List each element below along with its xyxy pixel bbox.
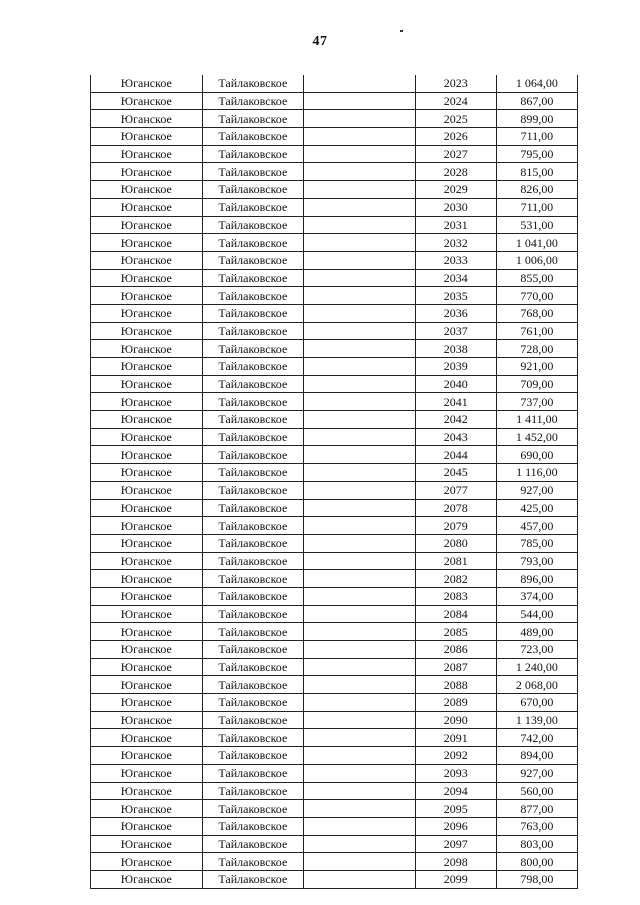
table-row xyxy=(91,340,578,358)
cell-value: 763,00 xyxy=(496,817,577,835)
cell-field: Тайлаковское xyxy=(202,446,303,464)
cell-year: 2045 xyxy=(415,464,496,482)
cell-empty xyxy=(304,605,416,623)
cell-empty xyxy=(304,747,416,765)
cell-value: 1 064,00 xyxy=(496,75,577,92)
table-row xyxy=(91,358,578,376)
table-row xyxy=(91,446,578,464)
table-row xyxy=(91,853,578,871)
cell-field: Тайлаковское xyxy=(202,198,303,216)
cell-empty xyxy=(304,835,416,853)
cell-field: Тайлаковское xyxy=(202,817,303,835)
cell-region: Юганское xyxy=(91,835,203,853)
cell-year: 2033 xyxy=(415,251,496,269)
cell-value: 374,00 xyxy=(496,587,577,605)
cell-field: Тайлаковское xyxy=(202,287,303,305)
cell-year: 2080 xyxy=(415,534,496,552)
cell-year: 2034 xyxy=(415,269,496,287)
cell-field: Тайлаковское xyxy=(202,747,303,765)
cell-field: Тайлаковское xyxy=(202,782,303,800)
cell-region: Юганское xyxy=(91,128,203,146)
table-row xyxy=(91,729,578,747)
cell-region: Юганское xyxy=(91,623,203,641)
table-row xyxy=(91,216,578,234)
cell-year: 2084 xyxy=(415,605,496,623)
cell-value: 803,00 xyxy=(496,835,577,853)
table-row xyxy=(91,411,578,429)
table-row xyxy=(91,694,578,712)
cell-region: Юганское xyxy=(91,251,203,269)
table-row xyxy=(91,499,578,517)
cell-year: 2092 xyxy=(415,747,496,765)
cell-empty xyxy=(304,658,416,676)
cell-value: 899,00 xyxy=(496,110,577,128)
cell-value: 1 411,00 xyxy=(496,411,577,429)
table-row xyxy=(91,800,578,818)
cell-empty xyxy=(304,163,416,181)
table-row xyxy=(91,198,578,216)
cell-field: Тайлаковское xyxy=(202,251,303,269)
table-row xyxy=(91,145,578,163)
cell-empty xyxy=(304,340,416,358)
cell-region: Юганское xyxy=(91,446,203,464)
cell-field: Тайлаковское xyxy=(202,658,303,676)
cell-value: 544,00 xyxy=(496,605,577,623)
page-number: 47 xyxy=(312,34,328,49)
cell-region: Юганское xyxy=(91,181,203,199)
cell-field: Тайлаковское xyxy=(202,481,303,499)
cell-year: 2023 xyxy=(415,75,496,92)
table-row xyxy=(91,375,578,393)
cell-field: Тайлаковское xyxy=(202,110,303,128)
cell-empty xyxy=(304,393,416,411)
cell-value: 728,00 xyxy=(496,340,577,358)
cell-field: Тайлаковское xyxy=(202,181,303,199)
cell-field: Тайлаковское xyxy=(202,853,303,871)
cell-field: Тайлаковское xyxy=(202,835,303,853)
cell-year: 2077 xyxy=(415,481,496,499)
cell-region: Юганское xyxy=(91,853,203,871)
cell-empty xyxy=(304,251,416,269)
cell-year: 2086 xyxy=(415,641,496,659)
cell-region: Юганское xyxy=(91,393,203,411)
cell-region: Юганское xyxy=(91,729,203,747)
cell-value: 670,00 xyxy=(496,694,577,712)
cell-year: 2079 xyxy=(415,517,496,535)
table-row xyxy=(91,393,578,411)
table-row xyxy=(91,605,578,623)
cell-empty xyxy=(304,145,416,163)
cell-year: 2043 xyxy=(415,428,496,446)
cell-value: 1 139,00 xyxy=(496,711,577,729)
cell-region: Юганское xyxy=(91,198,203,216)
table-row xyxy=(91,641,578,659)
cell-value: 770,00 xyxy=(496,287,577,305)
cell-empty xyxy=(304,676,416,694)
cell-empty xyxy=(304,234,416,252)
cell-year: 2044 xyxy=(415,446,496,464)
cell-year: 2035 xyxy=(415,287,496,305)
table-row xyxy=(91,110,578,128)
cell-region: Юганское xyxy=(91,234,203,252)
cell-year: 2098 xyxy=(415,853,496,871)
cell-year: 2078 xyxy=(415,499,496,517)
cell-field: Тайлаковское xyxy=(202,234,303,252)
table-row xyxy=(91,623,578,641)
cell-empty xyxy=(304,782,416,800)
cell-empty xyxy=(304,198,416,216)
cell-field: Тайлаковское xyxy=(202,375,303,393)
cell-empty xyxy=(304,552,416,570)
cell-year: 2095 xyxy=(415,800,496,818)
cell-empty xyxy=(304,181,416,199)
cell-field: Тайлаковское xyxy=(202,163,303,181)
cell-empty xyxy=(304,128,416,146)
cell-field: Тайлаковское xyxy=(202,358,303,376)
cell-region: Юганское xyxy=(91,782,203,800)
cell-year: 2041 xyxy=(415,393,496,411)
table-row xyxy=(91,658,578,676)
cell-value: 711,00 xyxy=(496,128,577,146)
cell-value: 855,00 xyxy=(496,269,577,287)
cell-field: Тайлаковское xyxy=(202,623,303,641)
cell-field: Тайлаковское xyxy=(202,764,303,782)
cell-year: 2026 xyxy=(415,128,496,146)
cell-region: Юганское xyxy=(91,163,203,181)
cell-empty xyxy=(304,464,416,482)
cell-region: Юганское xyxy=(91,358,203,376)
table-row xyxy=(91,835,578,853)
table-row xyxy=(91,304,578,322)
cell-field: Тайлаковское xyxy=(202,269,303,287)
cell-year: 2040 xyxy=(415,375,496,393)
cell-empty xyxy=(304,375,416,393)
cell-empty xyxy=(304,110,416,128)
cell-value: 1 240,00 xyxy=(496,658,577,676)
cell-year: 2090 xyxy=(415,711,496,729)
cell-region: Юганское xyxy=(91,340,203,358)
table-row xyxy=(91,322,578,340)
cell-field: Тайлаковское xyxy=(202,587,303,605)
cell-year: 2093 xyxy=(415,764,496,782)
cell-field: Тайлаковское xyxy=(202,729,303,747)
cell-year: 2094 xyxy=(415,782,496,800)
cell-value: 1 041,00 xyxy=(496,234,577,252)
cell-value: 894,00 xyxy=(496,747,577,765)
cell-empty xyxy=(304,870,416,888)
cell-year: 2032 xyxy=(415,234,496,252)
cell-field: Тайлаковское xyxy=(202,570,303,588)
cell-empty xyxy=(304,411,416,429)
cell-empty xyxy=(304,817,416,835)
cell-year: 2083 xyxy=(415,587,496,605)
cell-field: Тайлаковское xyxy=(202,800,303,818)
cell-year: 2091 xyxy=(415,729,496,747)
cell-region: Юганское xyxy=(91,375,203,393)
cell-value: 798,00 xyxy=(496,870,577,888)
cell-empty xyxy=(304,853,416,871)
cell-year: 2030 xyxy=(415,198,496,216)
cell-year: 2036 xyxy=(415,304,496,322)
cell-value: 768,00 xyxy=(496,304,577,322)
cell-empty xyxy=(304,587,416,605)
table-row xyxy=(91,747,578,765)
cell-field: Тайлаковское xyxy=(202,711,303,729)
cell-region: Юганское xyxy=(91,322,203,340)
cell-region: Юганское xyxy=(91,464,203,482)
cell-empty xyxy=(304,800,416,818)
cell-empty xyxy=(304,499,416,517)
cell-region: Юганское xyxy=(91,428,203,446)
cell-value: 815,00 xyxy=(496,163,577,181)
table-row xyxy=(91,464,578,482)
table-row xyxy=(91,570,578,588)
cell-field: Тайлаковское xyxy=(202,499,303,517)
cell-empty xyxy=(304,446,416,464)
cell-value: 867,00 xyxy=(496,92,577,110)
cell-value: 425,00 xyxy=(496,499,577,517)
cell-value: 927,00 xyxy=(496,481,577,499)
cell-value: 711,00 xyxy=(496,198,577,216)
cell-year: 2024 xyxy=(415,92,496,110)
cell-value: 800,00 xyxy=(496,853,577,871)
cell-field: Тайлаковское xyxy=(202,641,303,659)
cell-empty xyxy=(304,269,416,287)
cell-field: Тайлаковское xyxy=(202,464,303,482)
cell-field: Тайлаковское xyxy=(202,393,303,411)
cell-empty xyxy=(304,711,416,729)
cell-value: 723,00 xyxy=(496,641,577,659)
cell-year: 2031 xyxy=(415,216,496,234)
cell-value: 489,00 xyxy=(496,623,577,641)
table-row xyxy=(91,711,578,729)
cell-value: 785,00 xyxy=(496,534,577,552)
cell-region: Юганское xyxy=(91,747,203,765)
cell-empty xyxy=(304,623,416,641)
cell-value: 709,00 xyxy=(496,375,577,393)
cell-value: 560,00 xyxy=(496,782,577,800)
cell-empty xyxy=(304,481,416,499)
cell-region: Юганское xyxy=(91,499,203,517)
table-row xyxy=(91,287,578,305)
cell-empty xyxy=(304,729,416,747)
cell-year: 2089 xyxy=(415,694,496,712)
cell-region: Юганское xyxy=(91,641,203,659)
cell-empty xyxy=(304,641,416,659)
cell-empty xyxy=(304,570,416,588)
cell-region: Юганское xyxy=(91,92,203,110)
cell-year: 2042 xyxy=(415,411,496,429)
cell-field: Тайлаковское xyxy=(202,676,303,694)
cell-value: 531,00 xyxy=(496,216,577,234)
cell-value: 761,00 xyxy=(496,322,577,340)
cell-year: 2028 xyxy=(415,163,496,181)
cell-value: 826,00 xyxy=(496,181,577,199)
table-row xyxy=(91,782,578,800)
cell-value: 795,00 xyxy=(496,145,577,163)
cell-region: Юганское xyxy=(91,694,203,712)
cell-value: 2 068,00 xyxy=(496,676,577,694)
table-row xyxy=(91,676,578,694)
cell-value: 896,00 xyxy=(496,570,577,588)
cell-empty xyxy=(304,92,416,110)
cell-value: 921,00 xyxy=(496,358,577,376)
cell-field: Тайлаковское xyxy=(202,534,303,552)
cell-field: Тайлаковское xyxy=(202,216,303,234)
cell-region: Юганское xyxy=(91,605,203,623)
cell-year: 2038 xyxy=(415,340,496,358)
cell-field: Тайлаковское xyxy=(202,75,303,92)
cell-region: Юганское xyxy=(91,764,203,782)
cell-empty xyxy=(304,216,416,234)
table-row xyxy=(91,817,578,835)
table-row xyxy=(91,764,578,782)
cell-field: Тайлаковское xyxy=(202,605,303,623)
cell-year: 2081 xyxy=(415,552,496,570)
table-row xyxy=(91,163,578,181)
cell-year: 2088 xyxy=(415,676,496,694)
cell-value: 1 452,00 xyxy=(496,428,577,446)
cell-year: 2037 xyxy=(415,322,496,340)
cell-field: Тайлаковское xyxy=(202,340,303,358)
table-row xyxy=(91,534,578,552)
cell-value: 1 116,00 xyxy=(496,464,577,482)
cell-region: Юганское xyxy=(91,658,203,676)
cell-value: 793,00 xyxy=(496,552,577,570)
cell-region: Юганское xyxy=(91,411,203,429)
cell-field: Тайлаковское xyxy=(202,322,303,340)
table-row xyxy=(91,128,578,146)
cell-value: 1 006,00 xyxy=(496,251,577,269)
cell-field: Тайлаковское xyxy=(202,411,303,429)
cell-field: Тайлаковское xyxy=(202,552,303,570)
table-row xyxy=(91,251,578,269)
cell-value: 742,00 xyxy=(496,729,577,747)
cell-empty xyxy=(304,287,416,305)
cell-region: Юганское xyxy=(91,216,203,234)
table-row xyxy=(91,181,578,199)
cell-value: 690,00 xyxy=(496,446,577,464)
cell-region: Юганское xyxy=(91,870,203,888)
cell-empty xyxy=(304,428,416,446)
cell-region: Юганское xyxy=(91,304,203,322)
cell-region: Юганское xyxy=(91,711,203,729)
table-row xyxy=(91,92,578,110)
table-row xyxy=(91,517,578,535)
cell-year: 2027 xyxy=(415,145,496,163)
cell-region: Юганское xyxy=(91,145,203,163)
table-body xyxy=(91,75,578,888)
table-row xyxy=(91,428,578,446)
cell-field: Тайлаковское xyxy=(202,428,303,446)
cell-year: 2087 xyxy=(415,658,496,676)
cell-field: Тайлаковское xyxy=(202,304,303,322)
cell-year: 2096 xyxy=(415,817,496,835)
cell-region: Юганское xyxy=(91,75,203,92)
cell-field: Тайлаковское xyxy=(202,92,303,110)
cell-empty xyxy=(304,764,416,782)
cell-field: Тайлаковское xyxy=(202,145,303,163)
table-row xyxy=(91,75,578,92)
cell-empty xyxy=(304,534,416,552)
table-row xyxy=(91,481,578,499)
table-row xyxy=(91,234,578,252)
cell-region: Юганское xyxy=(91,534,203,552)
cell-region: Юганское xyxy=(91,287,203,305)
table-row xyxy=(91,552,578,570)
cell-value: 737,00 xyxy=(496,393,577,411)
cell-year: 2097 xyxy=(415,835,496,853)
cell-empty xyxy=(304,75,416,92)
cell-year: 2025 xyxy=(415,110,496,128)
cell-region: Юганское xyxy=(91,481,203,499)
cell-empty xyxy=(304,304,416,322)
cell-region: Юганское xyxy=(91,817,203,835)
cell-year: 2085 xyxy=(415,623,496,641)
cell-field: Тайлаковское xyxy=(202,128,303,146)
cell-value: 877,00 xyxy=(496,800,577,818)
cell-year: 2039 xyxy=(415,358,496,376)
cell-field: Тайлаковское xyxy=(202,517,303,535)
cell-empty xyxy=(304,517,416,535)
cell-region: Юганское xyxy=(91,570,203,588)
scan-speck xyxy=(400,30,403,32)
cell-value: 457,00 xyxy=(496,517,577,535)
table-row xyxy=(91,269,578,287)
cell-value: 927,00 xyxy=(496,764,577,782)
cell-region: Юганское xyxy=(91,269,203,287)
cell-empty xyxy=(304,322,416,340)
cell-year: 2082 xyxy=(415,570,496,588)
cell-empty xyxy=(304,358,416,376)
cell-region: Юганское xyxy=(91,517,203,535)
cell-region: Юганское xyxy=(91,587,203,605)
table-row xyxy=(91,870,578,888)
cell-field: Тайлаковское xyxy=(202,870,303,888)
cell-field: Тайлаковское xyxy=(202,694,303,712)
table-row xyxy=(91,587,578,605)
cell-year: 2029 xyxy=(415,181,496,199)
cell-region: Юганское xyxy=(91,110,203,128)
data-table xyxy=(90,75,578,889)
cell-region: Юганское xyxy=(91,800,203,818)
cell-year: 2099 xyxy=(415,870,496,888)
cell-empty xyxy=(304,694,416,712)
cell-region: Юганское xyxy=(91,676,203,694)
cell-region: Юганское xyxy=(91,552,203,570)
